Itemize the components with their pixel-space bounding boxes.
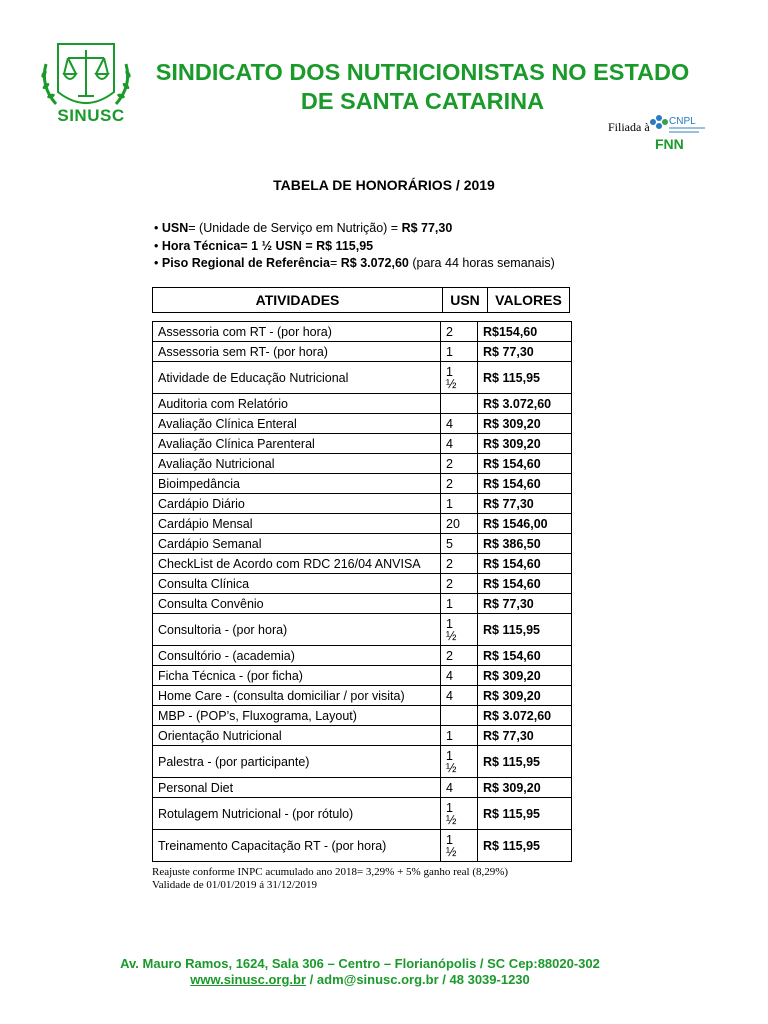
cell-usn: 2 [441,646,478,666]
cell-valor: R$ 154,60 [478,474,572,494]
cell-valor: R$ 77,30 [478,494,572,514]
organization-title [140,58,705,116]
cell-atividade: Assessoria com RT - (por hora) [153,322,441,342]
table-row [153,322,572,342]
footer-contacts: www.sinusc.org.br / adm@sinusc.org.br / 48 3039-1230 [190,972,530,987]
cell-usn: 2 [441,554,478,574]
table-row [153,342,572,362]
cell-usn: 1 ½ [441,614,478,646]
cell-usn: 4 [441,778,478,798]
cell-atividade: Avaliação Clínica Parenteral [153,434,441,454]
cell-atividade: Avaliação Clínica Enteral [153,414,441,434]
table-row [153,454,572,474]
footer-address: Av. Mauro Ramos, 1624, Sala 306 – Centro – Florianópolis / SC Cep:88020-302 [120,956,600,971]
cell-valor: R$ 309,20 [478,666,572,686]
cell-atividade: Cardápio Semanal [153,534,441,554]
table-row [153,798,572,830]
table-row [153,394,572,414]
document-title: TABELA DE HONORÁRIOS / 2019 [273,177,495,193]
cell-atividade: Consultoria - (por hora) [153,614,441,646]
note-reajuste: Reajuste conforme INPC acumulado ano 2018= 3,29% + 5% ganho real (8,29%) [152,866,509,878]
table-header [152,287,570,313]
cell-atividade: Ficha Técnica - (por ficha) [153,666,441,686]
email-text: adm@sinusc.org.br [316,972,439,987]
title-line-1: SINDICATO DOS NUTRICIONISTAS NO ESTADO [155,59,690,85]
fees-table [152,321,572,862]
cell-valor: R$ 115,95 [478,798,572,830]
table-row [153,746,572,778]
table-row [153,706,572,726]
cell-atividade: Consultório - (academia) [153,646,441,666]
table-row [153,594,572,614]
cell-atividade: Rotulagem Nutricional - (por rótulo) [153,798,441,830]
bullet-piso-regional: • Piso Regional de Referência= R$ 3.072,60 (para 44 horas semanais) [154,255,555,273]
table-row [153,414,572,434]
table-row [153,534,572,554]
cell-valor: R$ 309,20 [478,434,572,454]
cell-usn: 4 [441,686,478,706]
cell-valor: R$ 3.072,60 [478,706,572,726]
table-row [153,474,572,494]
cell-valor: R$ 154,60 [478,646,572,666]
table-row [153,434,572,454]
cell-valor: R$ 115,95 [478,830,572,862]
cell-atividade: Consulta Convênio [153,594,441,614]
cell-usn: 2 [441,322,478,342]
cell-usn: 2 [441,574,478,594]
cell-usn: 1 [441,342,478,362]
title-line-2: DE SANTA CATARINA [300,88,545,114]
logo-text: SINUSC [57,106,125,125]
table-row [153,666,572,686]
cell-usn [441,394,478,414]
header-valores: VALORES [495,292,562,308]
note-validade: Validade de 01/01/2019 á 31/12/2019 [152,878,317,891]
cell-atividade: Treinamento Capacitação RT - (por hora) [153,830,441,862]
cell-usn: 4 [441,434,478,454]
cell-usn: 4 [441,414,478,434]
phone-text: 48 3039-1230 [449,972,530,987]
cell-valor: R$ 115,95 [478,746,572,778]
cell-atividade: Home Care - (consulta domiciliar / por visita) [153,686,441,706]
cell-valor: R$ 154,60 [478,454,572,474]
cell-atividade: MBP - (POP’s, Fluxograma, Layout) [153,706,441,726]
cell-usn: 1 ½ [441,362,478,394]
website-link[interactable]: www.sinusc.org.br [190,972,307,987]
filiada-label: Filiada à [608,120,650,134]
cell-valor: R$ 154,60 [478,554,572,574]
cell-atividade: Consulta Clínica [153,574,441,594]
cell-usn: 1 ½ [441,746,478,778]
cell-valor: R$ 386,50 [478,534,572,554]
cell-atividade: Avaliação Nutricional [153,454,441,474]
cell-atividade: Assessoria sem RT- (por hora) [153,342,441,362]
cell-valor: R$ 309,20 [478,414,572,434]
cell-valor: R$ 77,30 [478,594,572,614]
cell-valor: R$ 309,20 [478,686,572,706]
cell-atividade: Bioimpedância [153,474,441,494]
cell-usn [441,706,478,726]
notes [152,866,508,891]
table-row [153,514,572,534]
cell-usn: 1 [441,726,478,746]
table-row [153,686,572,706]
header-atividades: ATIVIDADES [153,288,443,312]
cell-usn: 1 [441,494,478,514]
cnpl-text: CNPL [669,116,696,127]
cell-usn: 1 ½ [441,830,478,862]
cell-atividade: Palestra - (por participante) [153,746,441,778]
cell-atividade: CheckList de Acordo com RDC 216/04 ANVISA [153,554,441,574]
cell-valor: R$ 115,95 [478,614,572,646]
cell-atividade: Personal Diet [153,778,441,798]
cell-valor: R$ 309,20 [478,778,572,798]
cell-usn: 5 [441,534,478,554]
table-row [153,574,572,594]
header-usn: USN [443,288,488,312]
cell-usn: 1 ½ [441,798,478,830]
table-row [153,830,572,862]
bullet-hora-tecnica: • Hora Técnica= 1 ½ USN = R$ 115,95 [154,238,555,256]
cell-atividade: Atividade de Educação Nutricional [153,362,441,394]
cell-atividade: Cardápio Mensal [153,514,441,534]
cell-atividade: Auditoria com Relatório [153,394,441,414]
cell-atividade: Orientação Nutricional [153,726,441,746]
cell-valor: R$ 115,95 [478,362,572,394]
cell-usn: 2 [441,474,478,494]
footer [0,956,720,988]
cell-valor: R$ 77,30 [478,342,572,362]
cnpl-logo [647,112,707,136]
bullet-usn: • USN= (Unidade de Serviço em Nutrição) = R$ 77,30 [154,220,555,238]
cell-valor: R$ 154,60 [478,574,572,594]
cell-usn: 20 [441,514,478,534]
table-row [153,614,572,646]
cell-atividade: Cardápio Diário [153,494,441,514]
table-row [153,778,572,798]
cell-valor: R$ 77,30 [478,726,572,746]
table-row [153,554,572,574]
bullet-list [154,220,555,273]
cell-valor: R$ 3.072,60 [478,394,572,414]
table-row [153,726,572,746]
cell-usn: 2 [441,454,478,474]
table-row [153,494,572,514]
fnn-label: FNN [655,136,684,152]
cell-valor: R$ 1546,00 [478,514,572,534]
cell-usn: 1 [441,594,478,614]
cell-usn: 4 [441,666,478,686]
table-row [153,362,572,394]
table-row [153,646,572,666]
cell-valor: R$154,60 [478,322,572,342]
